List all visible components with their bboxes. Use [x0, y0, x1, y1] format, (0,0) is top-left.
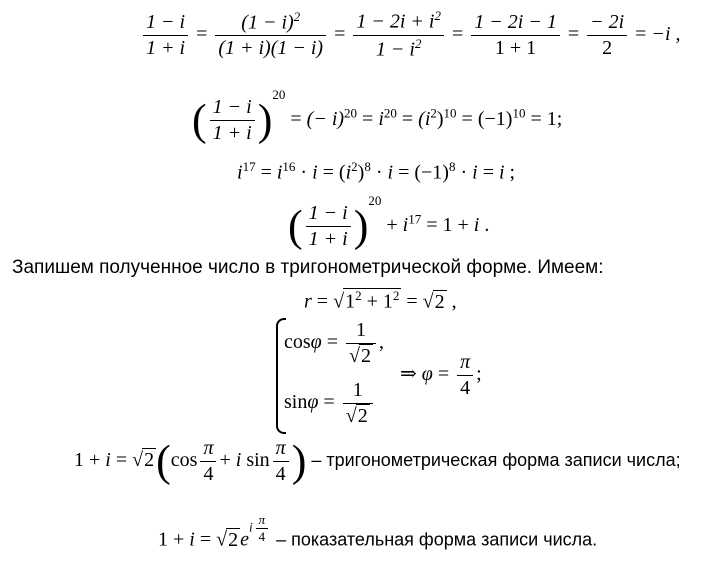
paragraph-text: Запишем полученное число в тригонометрической форме. Имеем:: [12, 257, 604, 278]
equation-line-8: 1 + i = √2 ei $\frac{\pi}{4}$ – показательная форма записи числа.: [158, 512, 598, 551]
fraction: $\frac{1 - 2i + i^2}{1 - i^2}$: [353, 8, 444, 62]
fraction: $\frac{(1 - i)^2}{(1 + i)(1 - i)}$: [215, 9, 326, 62]
equation-line-3: $i^{17} = i^{16} \cdot i = (i^2)^8 \cdot i = (-1)^8 \cdot i = i$ ;: [237, 159, 516, 184]
fraction: $\frac{1 - i}{1 + i}$: [143, 10, 188, 61]
equation-phi: ⇒ φ = $\frac{\pi}{4}$ ;: [400, 351, 482, 399]
equation-sin: sinφ = $\frac{1}{√2}$: [284, 378, 376, 429]
equation-line-7: 1 + i = √2(cos $\frac{\pi}{4}$ + i sin $\frac{\pi}{4}$ ) – тригонометрическая форма записи числа;: [74, 436, 681, 486]
equation-cos: cosφ = $\frac{1}{√2}$ ,: [284, 319, 385, 367]
fraction: $\frac{1 - 2i - 1}{1 + 1}$: [471, 10, 560, 61]
equation-line-5: $r = √1^2 + 1^2 = √2$ ,: [304, 288, 457, 313]
equation-line-2: ( $\frac{1 - i}{1 + i}$ )$^{20}$ = (− $i)^{20} = i^{20} = (i^2)^{10} = (-1)^{10} = 1$;: [192, 87, 563, 145]
text-trig: – тригонометрическая форма записи числа;: [306, 450, 681, 471]
text-exp: – показательная форма записи числа.: [271, 529, 598, 550]
equation-line-1: $\frac{1 - i}{1 + i}$ = $\frac{(1 - i)^2}{(1 + i)(1 - i)}$ = $\frac{1 - 2i + i^2}{1 - i^2}$ = $\frac{1 - 2i - 1}{1 + 1}$ = $\frac{- 2i}{2}$ = −i ,: [140, 8, 681, 62]
fraction: $\frac{- 2i}{2}$: [587, 10, 627, 61]
equation-line-4: ( $\frac{1 - i}{1 + i}$ )$^{20} + i^{17} = 1 + i$ .: [288, 193, 490, 251]
